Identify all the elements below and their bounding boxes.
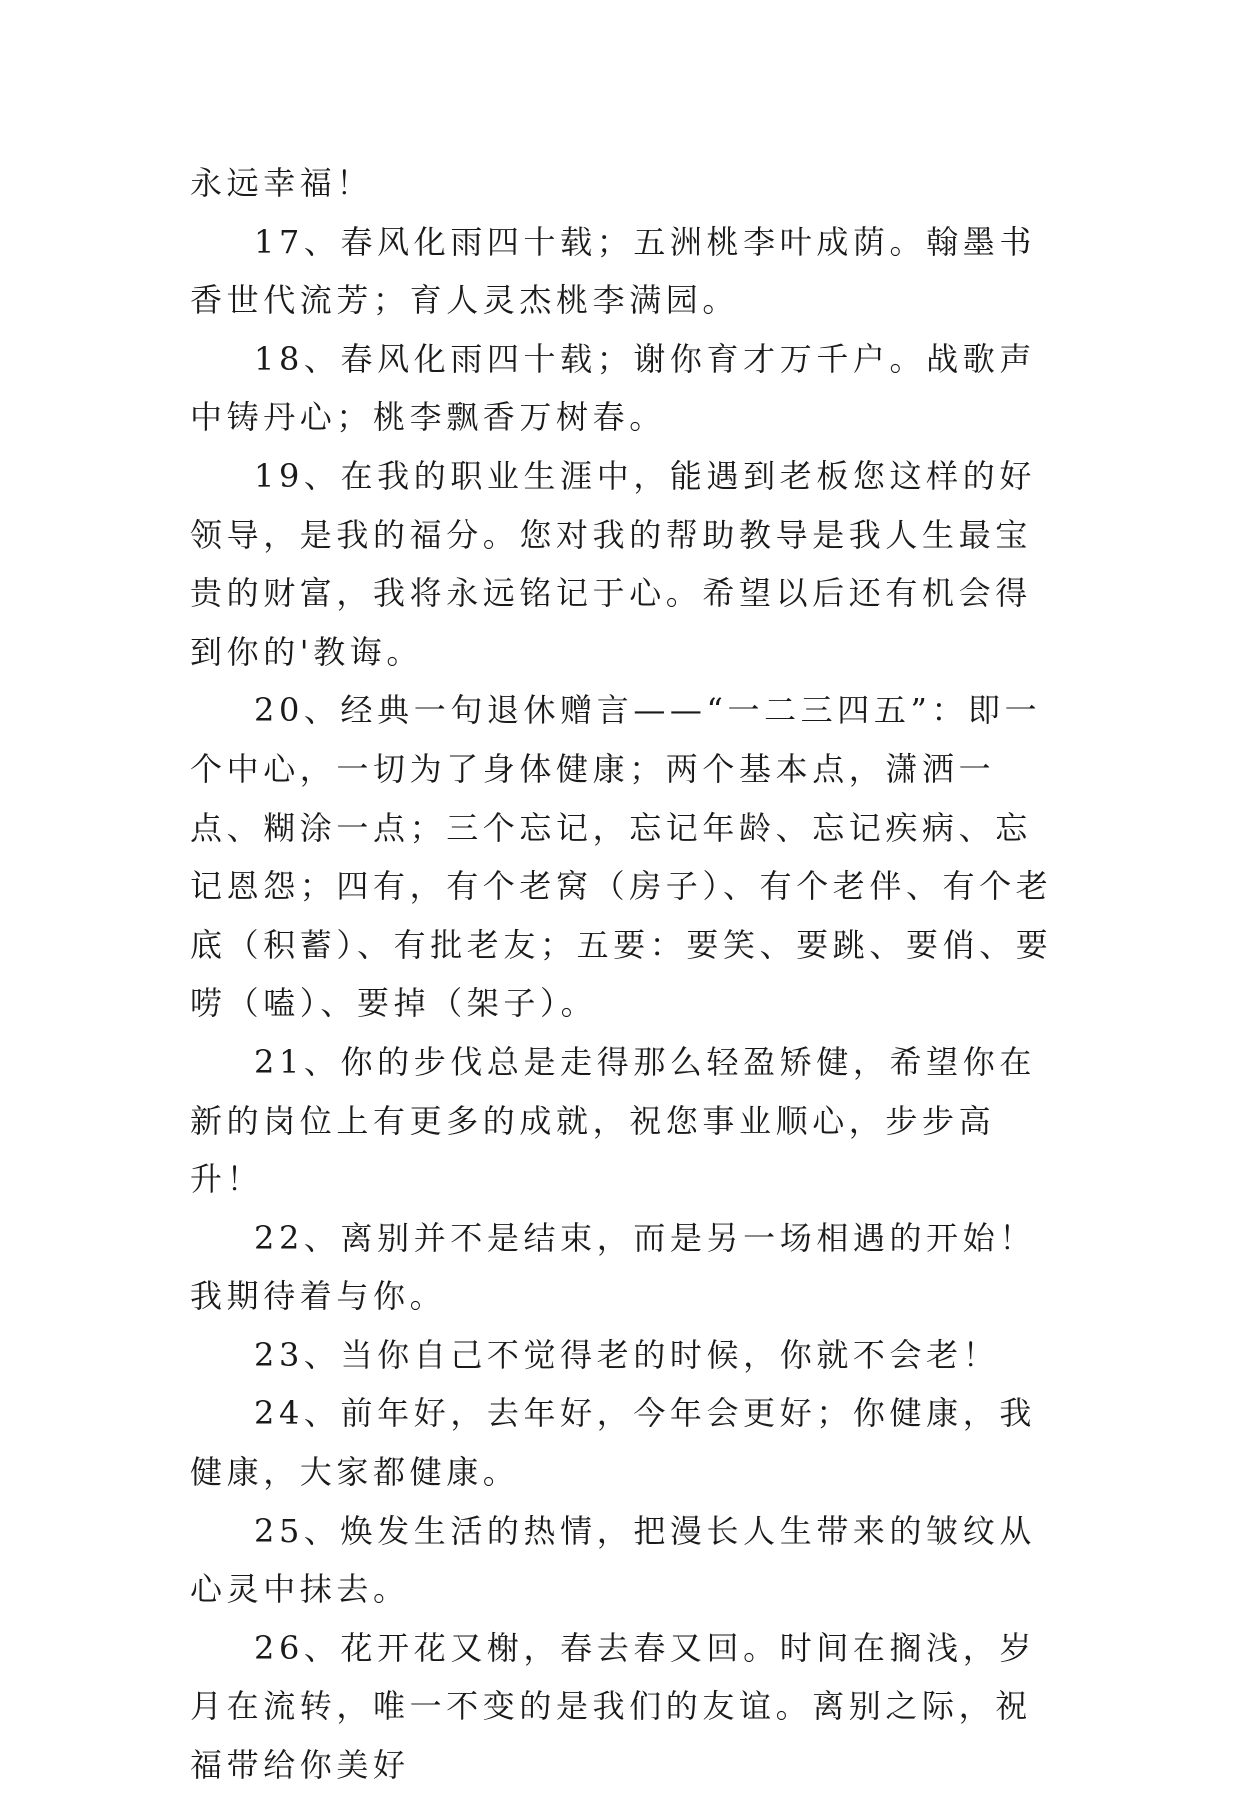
paragraph-24: 24、前年好，去年好，今年会更好；你健康，我健康，大家都健康。 — [190, 1394, 1036, 1492]
paragraph-25: 25、焕发生活的热情，把漫长人生带来的皱纹从心灵中抹去。 — [190, 1511, 1036, 1609]
document-body — [190, 154, 1058, 1795]
paragraph-18: 18、春风化雨四十载；谢你育才万千户。战歌声中铸丹心；桃李飘香万树春。 — [190, 339, 1036, 437]
paragraph-continuation: 永远幸福！ — [190, 164, 374, 202]
paragraph-17: 17、春风化雨四十载；五洲桃李叶成荫。翰墨书香世代流芳；育人灵杰桃李满园。 — [190, 222, 1036, 320]
paragraph-20: 20、经典一句退休赠言——“一二三四五”：即一个中心，一切为了身体健康；两个基本点，潇洒一点、糊涂一点；三个忘记，忘记年龄、忘记疾病、忘记恩怨；四有，有个老窝（房子）、有个老伴、有个老底（积蓄）、有批老友；五要：要笑、要跳、要俏、要唠（嗑）、要掉（架子）。 — [190, 691, 1053, 1023]
paragraph-23: 23、当你自己不觉得老的时候，你就不会老！ — [254, 1335, 1000, 1374]
paragraph-19: 19、在我的职业生涯中，能遇到老板您这样的好领导，是我的福分。您对我的帮助教导是我人生最宝贵的财富，我将永远铭记于心。希望以后还有机会得到你的'教诲。 — [190, 456, 1036, 671]
paragraph-26: 26、花开花又榭，春去春又回。时间在搁浅，岁月在流转，唯一不变的是我们的友谊。离别之际，祝福带给你美好 — [190, 1628, 1036, 1785]
paragraph-22: 22、离别并不是结束，而是另一场相遇的开始！我期待着与你。 — [190, 1218, 1036, 1316]
paragraph-21: 21、你的步伐总是走得那么轻盈矫健，希望你在新的岗位上有更多的成就，祝您事业顺心，步步高升！ — [190, 1042, 1036, 1199]
